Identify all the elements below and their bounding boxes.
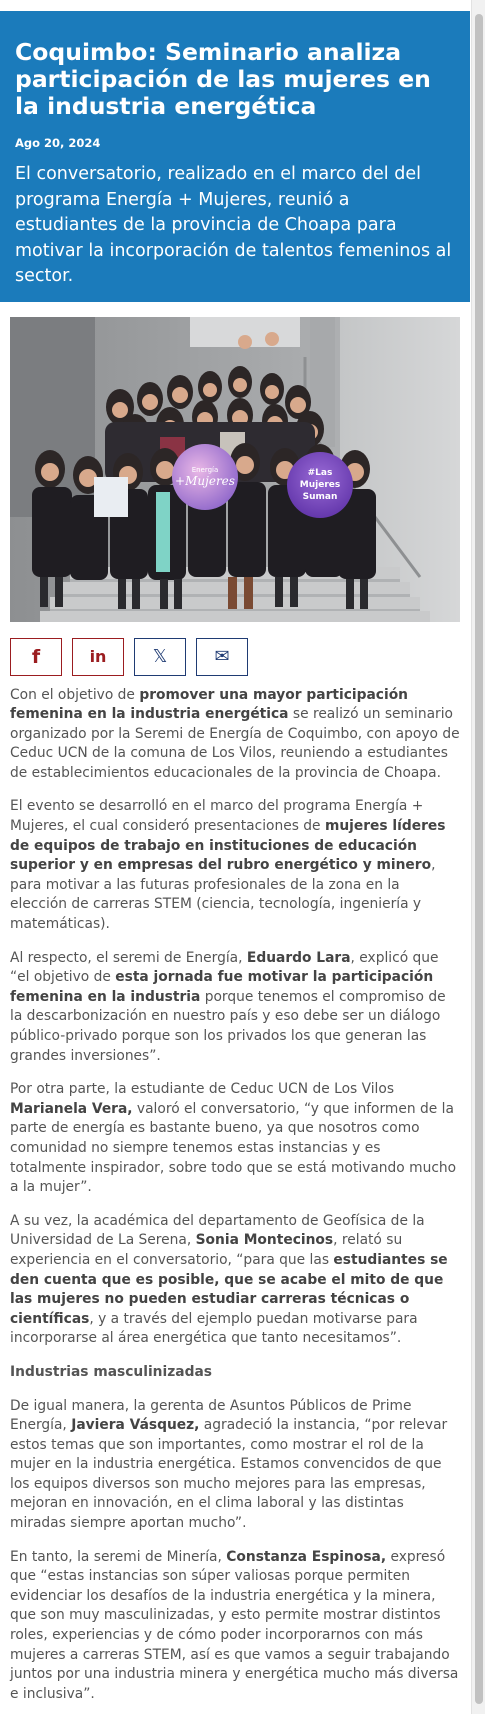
paragraph-4 xyxy=(10,1080,460,1198)
paragraph-5 xyxy=(10,1212,460,1349)
person-name: Sonia Montecinos xyxy=(195,1232,334,1249)
linkedin-icon: in xyxy=(89,647,107,666)
paragraph-1 xyxy=(10,686,460,784)
person-name: Constanza Espinosa, xyxy=(226,1548,387,1565)
share-linkedin-button[interactable] xyxy=(72,638,124,676)
article-title: Coquimbo: Seminario analiza participación de las mujeres en la industria energética xyxy=(15,38,431,120)
text: De igual manera, la gerenta de Asuntos Públicos de Prime Energía, xyxy=(10,1397,412,1434)
text: En tanto, la seremi de Minería, xyxy=(10,1548,227,1565)
share-bar xyxy=(10,638,460,676)
paragraph-2 xyxy=(10,797,460,934)
share-email-button[interactable] xyxy=(196,638,248,676)
sign-left xyxy=(172,444,238,510)
svg-text:+Mujeres: +Mujeres xyxy=(175,473,235,488)
person-name: Javiera Vásquez, xyxy=(71,1417,200,1434)
subheading: Industrias masculinizadas xyxy=(10,1363,212,1380)
svg-text:Suman: Suman xyxy=(302,491,338,502)
article-lead: El conversatorio, realizado en el marco del del programa Energía + Mujeres, reunió a estudiantes de la provincia de Choapa para motivar la incorporación de talentos femeninos al sector. xyxy=(15,164,452,286)
article-header xyxy=(0,11,470,302)
text: valoró el conversatorio, “y que informen de la parte de energía es bastante bueno, ya que nosotros como comunidad no siempre tenemos estas instancias y es totalmente inspirador, sobre todo que se está motivando mucho a la mujer”. xyxy=(10,1100,457,1196)
scrollbar[interactable] xyxy=(471,0,485,1714)
text: , relató su experiencia en el conversatorio, “para que las xyxy=(10,1232,403,1268)
emphasis: esta jornada fue motivar la participación femenina en la industria xyxy=(10,969,434,1005)
share-facebook-button[interactable] xyxy=(10,638,62,676)
text: expresó que “estas instancias son súper valiosas porque permiten evidenciar los desafíos de la industria energética y la minera, que son muy masculinizadas, y esto permite mostrar distintos roles, experiencias y de cómo poder incorporarnos con más mujeres a carreras STEM, así es que vamos a seguir trabajando juntos por una industria minera y energética mucho más diversa e inclusiva”. xyxy=(10,1548,459,1702)
text: El evento se desarrolló en el marco del programa Energía + Mujeres, el cual consideró presentaciones de xyxy=(10,798,424,835)
svg-text:Energía: Energía xyxy=(191,465,219,474)
emphasis: promover una mayor participación femenina en la industria energética xyxy=(10,686,409,723)
article-photo xyxy=(10,317,460,622)
text: agradeció la instancia, “por relevar estos temas que son importantes, como mostrar el rol de la mujer en la industria energética. Estamos convencidos de que los equipos diversos son mucho mejores para las empresas, mejoran en innovación, en el clima laboral y las distintas miradas siempre aportan mucho”. xyxy=(10,1417,448,1532)
text: Al respecto, el seremi de Energía, xyxy=(10,949,247,966)
emphasis: estudiantes se den cuenta que es posible, que se acabe el mito de que las mujeres no pueden estudiar carreras técnicas o científicas xyxy=(10,1251,448,1327)
text: , y a través del ejemplo puedan motivarse para incorporarse al área energética que tanto necesitamos”. xyxy=(10,1310,418,1347)
person-name: Marianela Vera, xyxy=(10,1100,133,1117)
text: , explicó que “el objetivo de xyxy=(10,949,439,986)
text: Con el objetivo de xyxy=(10,686,140,703)
facebook-icon: f xyxy=(31,645,41,668)
mail-icon: ✉ xyxy=(214,646,230,667)
paragraph-7 xyxy=(10,1548,460,1705)
text: A su vez, la académica del departamento de Geofísica de la Universidad de La Serena, xyxy=(10,1212,425,1249)
text: , para motivar a las futuras profesionales de la zona en la elección de carreras STEM (ciencia, tecnología, ingeniería y matemáticas). xyxy=(10,857,436,933)
scrollbar-thumb[interactable] xyxy=(475,14,483,1704)
emphasis: mujeres líderes de equipos de trabajo en instituciones de educación superior y en empresas del rubro energético y minero xyxy=(10,818,446,874)
svg-text:#Las: #Las xyxy=(307,467,333,478)
svg-text:Mujeres: Mujeres xyxy=(299,479,341,490)
paragraph-6 xyxy=(10,1397,460,1534)
article-date: Ago 20, 2024 xyxy=(15,136,101,150)
person-name: Eduardo Lara xyxy=(246,949,351,966)
sign-right xyxy=(287,452,353,518)
article-body xyxy=(10,686,460,1705)
text: se realizó un seminario organizado por la Seremi de Energía de Coquimbo, con apoyo de Ceduc UCN de la comuna de Los Vilos, reuniendo a estudiantes de establecimientos educacionales de la provincia de Choapa. xyxy=(10,706,460,781)
share-x-button[interactable] xyxy=(134,638,186,676)
paragraph-3 xyxy=(10,949,460,1067)
x-icon: 𝕏 xyxy=(152,646,168,667)
text: porque tenemos el compromiso de la descarbonización en nuestro país y eso debe ser un diálogo público-privado porque son los privados los que generan las grandes inversiones”. xyxy=(10,988,446,1064)
group-photo-image xyxy=(10,317,460,622)
text: Por otra parte, la estudiante de Ceduc UCN de Los Vilos xyxy=(10,1081,395,1098)
top-spacer xyxy=(0,0,470,11)
